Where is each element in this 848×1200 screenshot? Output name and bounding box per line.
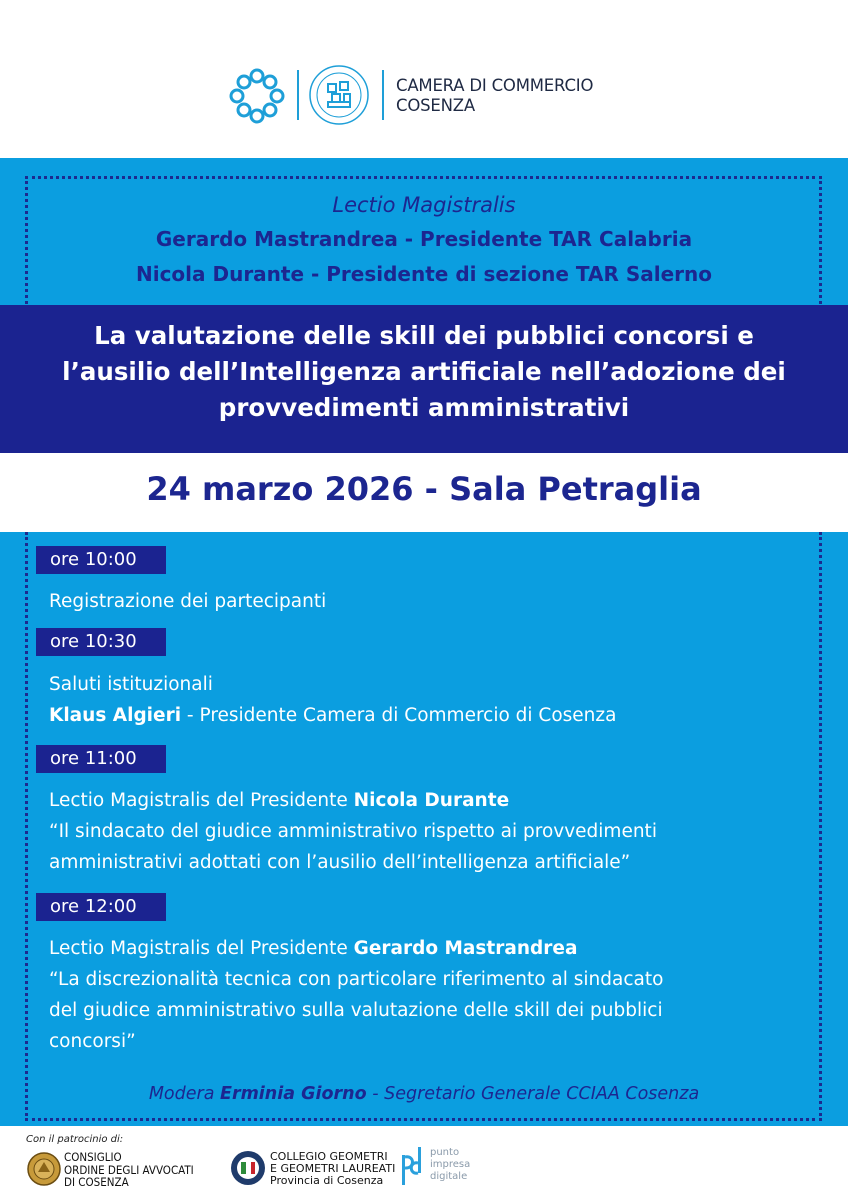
program-item-text — [49, 701, 616, 731]
lectio-quote: amministrativi adottati con l’ausilio dell’intelligenza artificiale” — [49, 852, 631, 873]
time-badge: ore 12:00 — [36, 893, 166, 921]
event-title — [40, 318, 808, 426]
speaker-line-1: Gerardo Mastrandrea - Presidente TAR Calabria — [155, 227, 693, 251]
geometri-seal-icon — [230, 1150, 266, 1186]
organization-name-line1: CAMERA DI COMMERCIO — [396, 76, 594, 95]
time-badge: ore 11:00 — [36, 745, 166, 773]
speaker-line-2: Nicola Durante - Presidente di sezione TAR Salerno — [135, 262, 713, 286]
pid-line1: punto — [430, 1147, 460, 1158]
moderator-line — [0, 1084, 848, 1104]
lectio-prefix: Lectio Magistralis del Presidente — [49, 938, 354, 959]
pid-line3: digitale — [430, 1171, 468, 1182]
moderator-prefix: Modera — [148, 1084, 220, 1104]
event-date-place: 24 marzo 2026 - Sala Petraglia — [146, 470, 702, 508]
lectio-quote: del giudice amministrativo sulla valutazione delle skill dei pubblici — [49, 1000, 663, 1021]
lectio-prefix: Lectio Magistralis del Presidente — [49, 790, 354, 811]
speaker-name: Gerardo Mastrandrea — [353, 938, 578, 959]
time-badge: ore 10:00 — [36, 546, 166, 574]
chamber-chain-logo-icon — [228, 67, 286, 125]
geometri-line2: E GEOMETRI LAUREATI — [270, 1162, 396, 1175]
program-item-text: Registrazione dei partecipanti — [49, 591, 327, 612]
event-title-line1: La valutazione delle skill dei pubblici concorsi e — [94, 321, 754, 350]
speaker-name: Klaus Algieri — [49, 705, 182, 726]
avvocati-seal-icon — [27, 1152, 61, 1186]
lectio-heading: Lectio Magistralis — [332, 193, 516, 217]
moderator-name: Erminia Giorno — [219, 1084, 367, 1104]
time-badge: ore 10:30 — [36, 628, 166, 656]
pid-line2: impresa — [430, 1159, 471, 1170]
lectio-quote: “La discrezionalità tecnica con particolare riferimento al sindacato — [49, 969, 664, 990]
avvocati-line3: DI COSENZA — [64, 1175, 129, 1189]
event-title-line2: l’ausilio dell’Intelligenza artificiale nell’adozione dei — [62, 357, 786, 386]
speaker-name: Nicola Durante — [353, 790, 510, 811]
geometri-name — [270, 1151, 395, 1187]
speaker-role: - Presidente Camera di Commercio di Cosenza — [181, 705, 617, 726]
geometri-line3: Provincia di Cosenza — [270, 1174, 384, 1187]
program-item-text: Saluti istituzionali — [49, 674, 213, 695]
program-item-text — [49, 934, 577, 964]
organization-name — [396, 76, 593, 116]
organization-name-line2: COSENZA — [396, 96, 475, 115]
program-item-text — [49, 786, 509, 816]
patronage-label: Con il patrocinio di: — [26, 1134, 124, 1145]
punto-impresa-digitale-icon — [399, 1143, 425, 1189]
header-divider — [382, 70, 384, 120]
avvocati-line2: ORDINE DEGLI AVVOCATI — [64, 1162, 194, 1177]
punto-impresa-digitale-name — [430, 1147, 470, 1183]
lectio-quote: “Il sindacato del giudice amministrativo rispetto ai provvedimenti — [49, 821, 657, 842]
geometri-line1: COLLEGIO GEOMETRI — [270, 1150, 388, 1163]
event-title-line3: provvedimenti amministrativi — [218, 393, 630, 422]
avvocati-name — [64, 1151, 194, 1189]
lectio-quote: concorsi” — [49, 1031, 136, 1052]
moderator-role: - Segretario Generale CCIAA Cosenza — [366, 1084, 700, 1104]
header-divider — [297, 70, 299, 120]
avvocati-line1: CONSIGLIO — [64, 1150, 122, 1164]
chamber-seal-logo-icon — [306, 64, 372, 126]
